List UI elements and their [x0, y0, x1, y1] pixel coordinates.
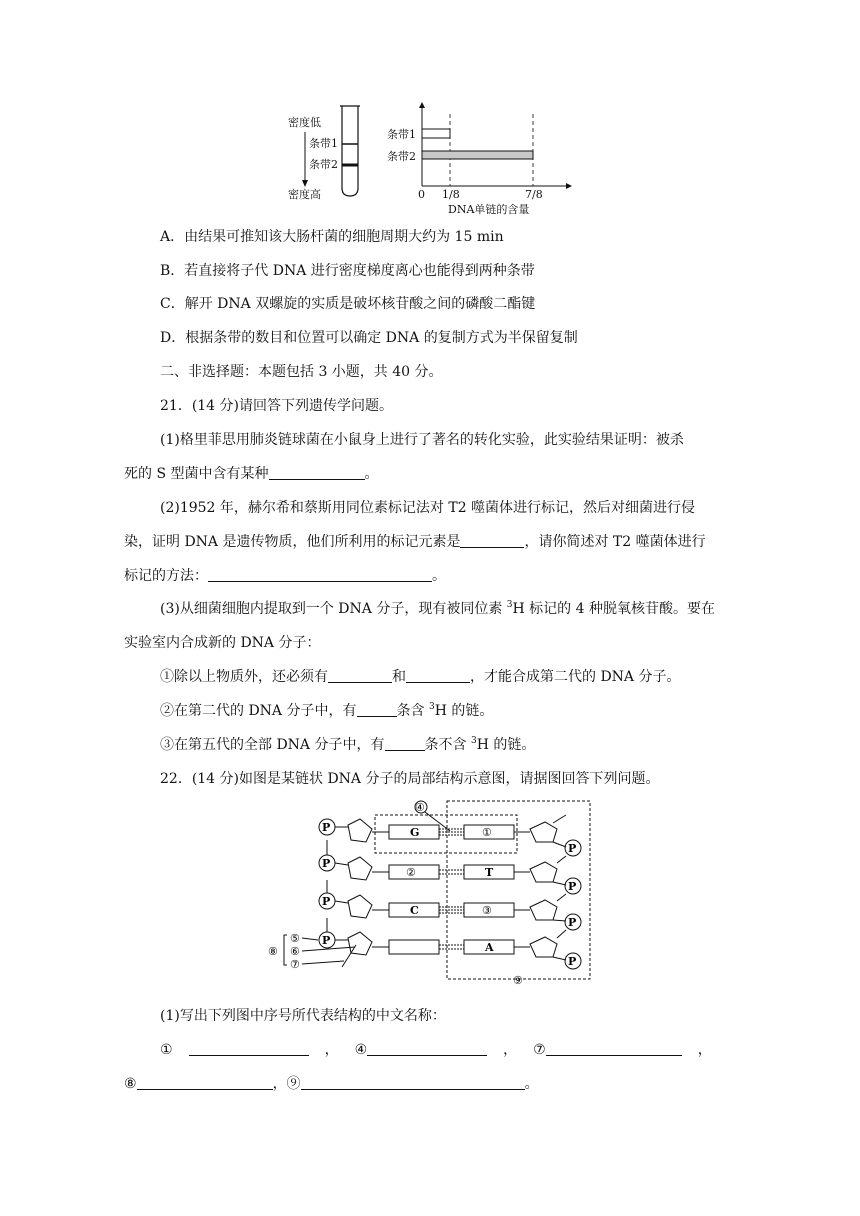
blank [189, 1043, 309, 1056]
label-7: ⑦ [290, 958, 300, 971]
svg-text:①: ① [482, 826, 492, 839]
option-a: A．由结果可推知该大肠杆菌的细胞周期大约为 15 min [160, 229, 504, 245]
bar-label-2: 条带2 [387, 150, 416, 163]
blank [406, 670, 470, 683]
label-6: ⑥ [290, 945, 300, 958]
bar-band-1 [422, 129, 450, 138]
blank [460, 535, 524, 548]
dna-structure-figure [260, 795, 600, 991]
blank [357, 704, 397, 717]
q22-sub1: (1)写出下列图中序号所代表结构的中文名称： [160, 1008, 446, 1024]
svg-text:A: A [485, 941, 494, 954]
label-4: ④ [415, 801, 425, 814]
option-d: D．根据条带的数目和位置可以确定 DNA 的复制方式为半保留复制 [160, 330, 578, 346]
label-5: ⑤ [290, 932, 300, 945]
svg-text:G: G [410, 826, 420, 839]
svg-text:T: T [485, 866, 494, 879]
bar-label-1: 条带1 [387, 128, 416, 141]
q21-s3: ③在第五代的全部 DNA 分子中，有 条不含 $^3$H 的链。 [160, 736, 536, 753]
svg-text:②: ② [406, 866, 416, 879]
q21-p1-a: (1)格里菲思用肺炎链球菌在小鼠身上进行了著名的转化实验，此实验结果证明：被杀 [160, 432, 684, 448]
q21-s1: ①除以上物质外，还必须有 和 ，才能合成第二代的 DNA 分子。 [160, 669, 681, 685]
label-9: ⑨ [513, 974, 523, 987]
svg-text:P: P [568, 880, 577, 893]
x-tick-7-8: 7/8 [525, 188, 543, 201]
tube-label-high: 密度高 [288, 188, 321, 201]
svg-text:P: P [568, 842, 577, 855]
svg-text:P: P [568, 916, 577, 929]
q21-s2: ②在第二代的 DNA 分子中，有 条含 $^3$H 的链。 [160, 702, 494, 719]
label-8: ⑧ [268, 945, 278, 958]
svg-text:P: P [568, 955, 577, 968]
blank [385, 738, 425, 751]
section-2-heading: 二、非选择题：本题包括 3 小题，共 40 分。 [160, 364, 443, 380]
blank [367, 1043, 487, 1056]
tube-label-low: 密度低 [288, 116, 321, 129]
blank [137, 1077, 273, 1090]
svg-text:③: ③ [482, 904, 492, 917]
tube-label-band2: 条带2 [309, 158, 338, 171]
test-tube [342, 106, 358, 196]
x-tick-0: 0 [418, 188, 425, 201]
option-b: B．若直接将子代 DNA 进行密度梯度离心也能得到两种条带 [160, 263, 535, 279]
q21-title: 21．(14 分)请回答下列遗传学问题。 [160, 398, 394, 414]
q21-p2-c: 标记的方法： 。 [124, 568, 446, 584]
blank [208, 569, 432, 582]
tube-label-band1: 条带1 [309, 137, 338, 150]
blank [328, 670, 392, 683]
blank [546, 1043, 682, 1056]
q21-p3-b: 实验室内合成新的 DNA 分子： [124, 635, 321, 651]
svg-text:P: P [322, 895, 331, 908]
q22-answer-row-2: ⑧ ，⑨ 。 [124, 1076, 539, 1092]
base-blank [389, 940, 439, 954]
q22-answer-row-1: ① ， ④ ， ⑦ ， [160, 1042, 712, 1058]
x-axis-label: DNA单链的含量 [448, 203, 530, 216]
q21-p1-b: 死的 S 型菌中含有某种 。 [124, 466, 379, 482]
bar-band-2 [422, 151, 533, 159]
svg-text:C: C [410, 904, 419, 917]
svg-text:P: P [322, 934, 331, 947]
x-tick-1-8: 1/8 [442, 188, 460, 201]
q21-p3-a: (3)从细菌细胞内提取到一个 DNA 分子，现有被同位素 $^3$H 标记的 4 种脱氧核苷酸。要在 [160, 600, 715, 617]
figure-1 [280, 100, 580, 220]
phosphate-icon: P [322, 821, 331, 834]
blank [269, 467, 365, 480]
q21-p2-b: 染，证明 DNA 是遗传物质，他们所利用的标记元素是 ，请你简述对 T2 噬菌体进行 [124, 534, 706, 550]
option-c: C．解开 DNA 双螺旋的实质是破坏核苷酸之间的磷酸二酯键 [160, 296, 536, 312]
q21-p2-a: (2)1952 年，赫尔希和蔡斯用同位素标记法对 T2 噬菌体进行标记，然后对细菌进行侵 [160, 500, 696, 516]
q22-title: 22．(14 分)如图是某链状 DNA 分子的局部结构示意图，请据图回答下列问题。 [160, 771, 660, 787]
svg-text:P: P [322, 857, 331, 870]
blank [301, 1077, 525, 1090]
